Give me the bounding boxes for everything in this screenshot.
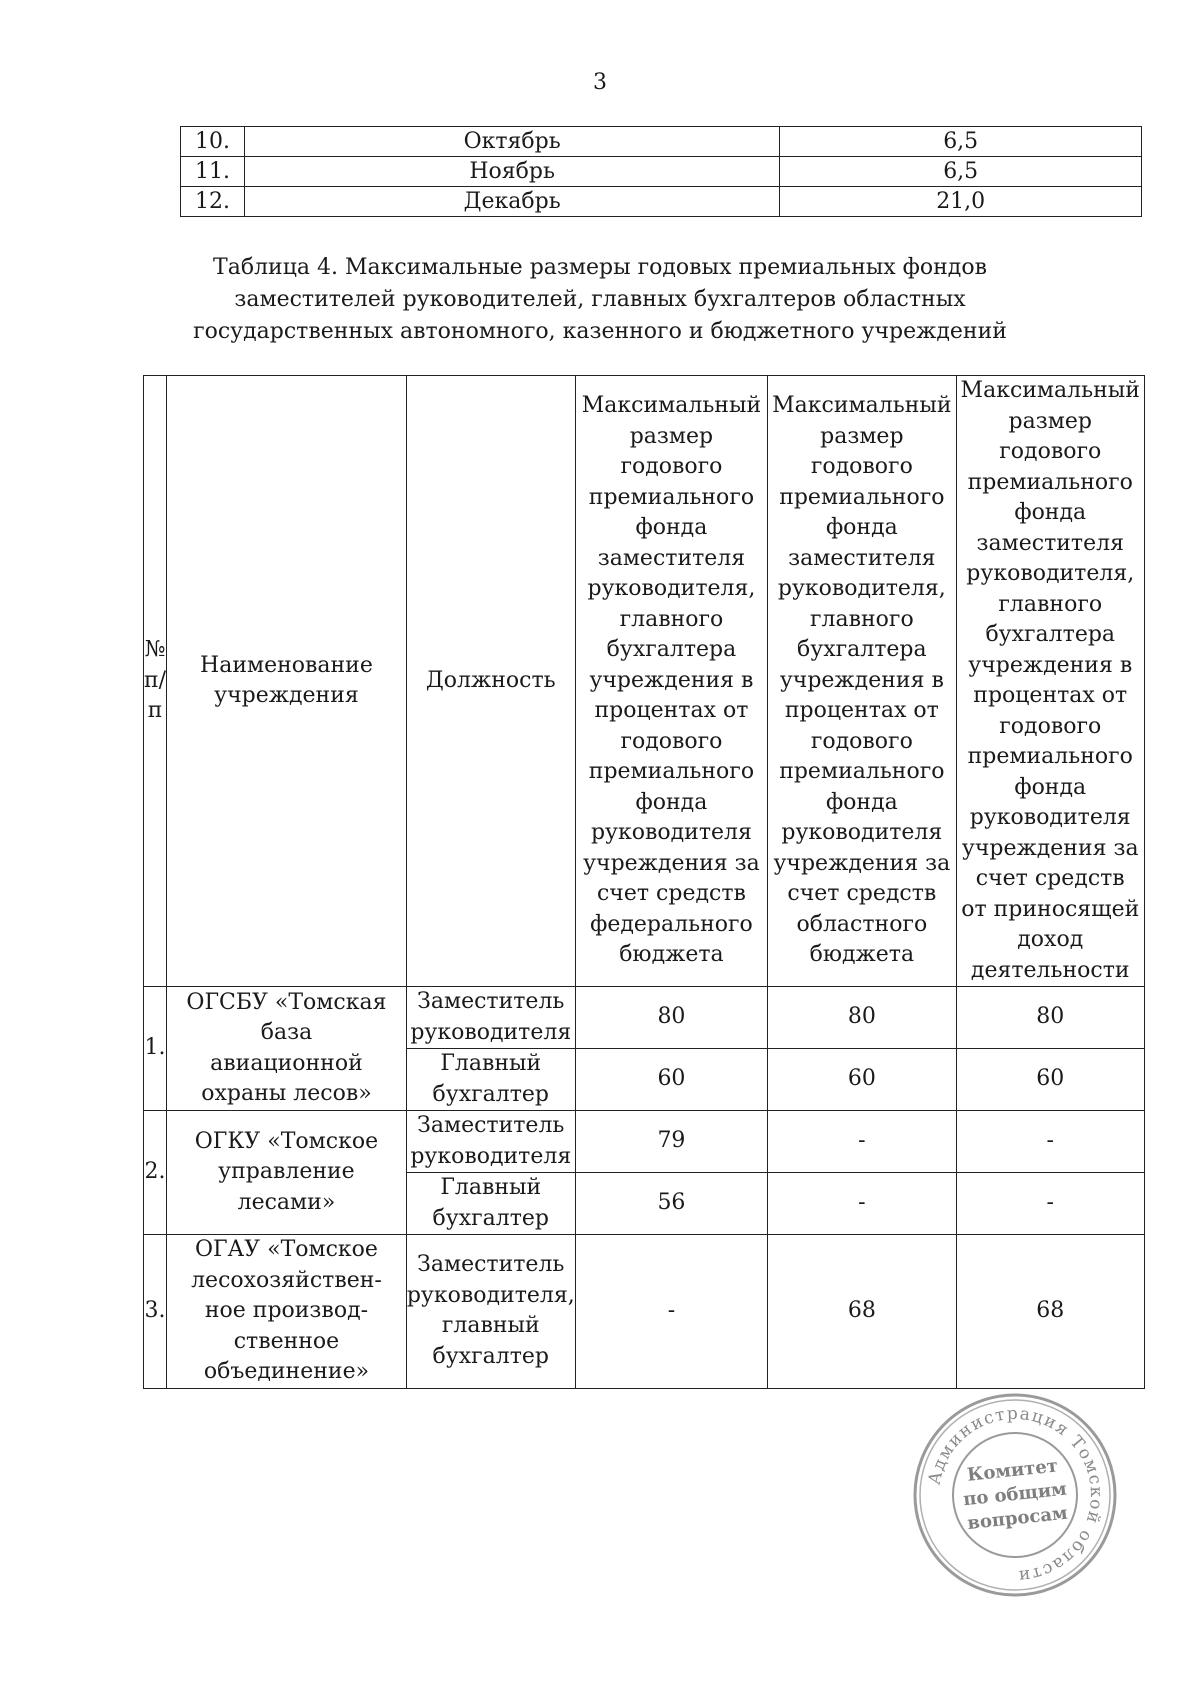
month-value: 6,5: [780, 127, 1142, 157]
month-name: Ноябрь: [244, 157, 779, 187]
caption-line: государственных автономного, казенного и бюджетного учреждений: [193, 319, 1007, 344]
institution-name: ОГАУ «Томское лесохозяйствен-ное производ-ственное объединение»: [167, 1235, 407, 1389]
month-value: 21,0: [780, 187, 1142, 217]
table-row: [181, 127, 1142, 157]
table-4-caption: [150, 252, 1050, 348]
caption-line: Таблица 4. Максимальные размеры годовых премиальных фондов: [213, 255, 987, 280]
table-row: [144, 1235, 1145, 1389]
premium-funds-table: [143, 375, 1145, 1389]
row-number: 11.: [181, 157, 245, 187]
income-value: 68: [956, 1235, 1144, 1389]
regional-value: 80: [768, 987, 956, 1049]
income-value: -: [956, 1111, 1144, 1173]
row-number: 10.: [181, 127, 245, 157]
header-income-activity: Максимальный размер годового премиального фонда заместителя руководителя, главного бухгалтера учреждения в процентах от годового премиального фонда руководителя учреждения за счет средств от приносящей доход деятельности: [956, 376, 1144, 987]
position-title: Главный бухгалтер: [406, 1049, 575, 1111]
federal-value: 56: [575, 1173, 767, 1235]
institution-number: 3.: [144, 1235, 167, 1389]
months-table: [180, 126, 1142, 217]
institution-number: 1.: [144, 987, 167, 1111]
federal-value: 79: [575, 1111, 767, 1173]
regional-value: 68: [768, 1235, 956, 1389]
income-value: 60: [956, 1049, 1144, 1111]
page-number: 3: [593, 70, 607, 95]
federal-value: 60: [575, 1049, 767, 1111]
stamp-center-line: по общим: [962, 1478, 1068, 1511]
official-stamp: [912, 1392, 1118, 1598]
regional-value: -: [768, 1173, 956, 1235]
income-value: -: [956, 1173, 1144, 1235]
table-row: [181, 157, 1142, 187]
table-row: [144, 987, 1145, 1049]
header-number: № п/п: [144, 376, 167, 987]
row-number: 12.: [181, 187, 245, 217]
income-value: 80: [956, 987, 1144, 1049]
header-institution: Наименование учреждения: [167, 376, 407, 987]
stamp-ring-text: Администрация Томской области: [924, 1403, 1107, 1587]
position-title: Главный бухгалтер: [406, 1173, 575, 1235]
position-title: Заместитель руководителя: [406, 1111, 575, 1173]
stamp-center-line: вопросам: [966, 1502, 1069, 1535]
position-title: Заместитель руководителя: [406, 987, 575, 1049]
month-name: Декабрь: [244, 187, 779, 217]
stamp-center-line: Комитет: [966, 1455, 1059, 1486]
regional-value: 60: [768, 1049, 956, 1111]
header-regional-budget: Максимальный размер годового премиального фонда заместителя руководителя, главного бухгалтера учреждения в процентах от годового премиального фонда руководителя учреждения за счет средств областного бюджета: [768, 376, 956, 987]
table-row: [144, 1111, 1145, 1173]
position-title: Заместитель руководителя, главный бухгалтер: [406, 1235, 575, 1389]
institution-name: ОГКУ «Томское управление лесами»: [167, 1111, 407, 1235]
institution-number: 2.: [144, 1111, 167, 1235]
institution-name: ОГСБУ «Томская база авиационной охраны лесов»: [167, 987, 407, 1111]
regional-value: -: [768, 1111, 956, 1173]
header-row: [144, 376, 1145, 987]
caption-line: заместителей руководителей, главных бухгалтеров областных: [234, 287, 966, 312]
table-row: [181, 187, 1142, 217]
federal-value: -: [575, 1235, 767, 1389]
month-value: 6,5: [780, 157, 1142, 187]
federal-value: 80: [575, 987, 767, 1049]
header-federal-budget: Максимальный размер годового премиального фонда заместителя руководителя, главного бухгалтера учреждения в процентах от годового премиального фонда руководителя учреждения за счет средств федерального бюджета: [575, 376, 767, 987]
header-position: Должность: [406, 376, 575, 987]
month-name: Октябрь: [244, 127, 779, 157]
